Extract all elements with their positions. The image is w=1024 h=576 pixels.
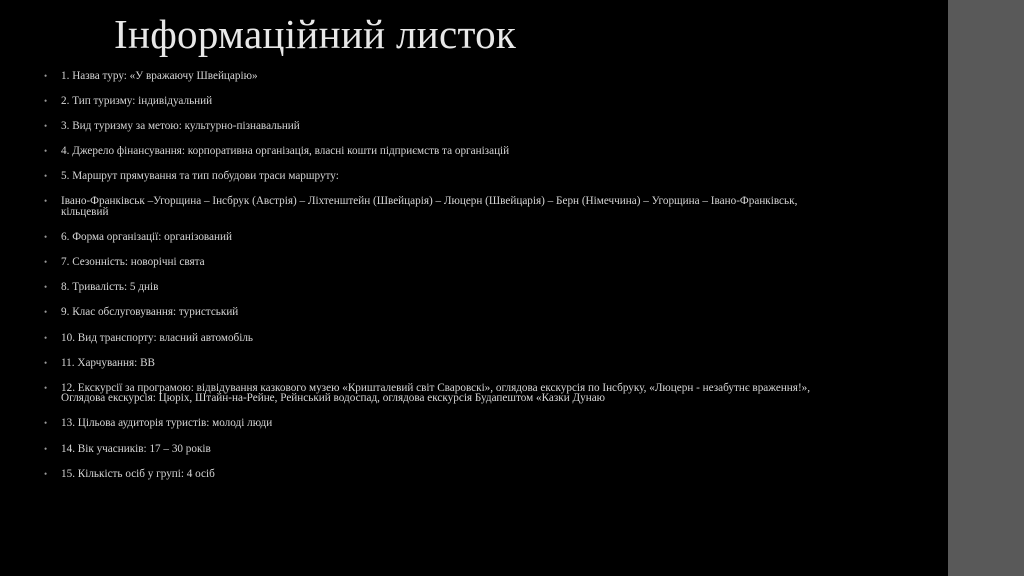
bullet-icon: • (44, 468, 48, 479)
list-item-text: 7. Сезонність: новорічні свята (61, 256, 205, 269)
list-item (44, 282, 824, 293)
list-item-text: 15. Кількість осіб у групі: 4 осіб (61, 467, 215, 480)
list-item-text: 13. Цільова аудиторія туристів: молоді люди (61, 417, 273, 430)
list-item-text: 12. Екскурсії за програмою: відвідування казкового музею «Кришталевий світ Сваровскі», оглядова екскурсія по Інсбруку, «Люцерн - незабутнє враження!», Оглядова екскурсія: Цюріх, Штайн-на-Рейне, Рейнський водоспад, оглядова екскурсія Будапештом «Казки Дунаю (61, 381, 811, 405)
list-item (44, 232, 824, 243)
bullet-icon: • (44, 357, 48, 368)
list-item (44, 418, 824, 429)
slide-title: Інформаційний листок (114, 11, 517, 57)
bullet-icon: • (44, 418, 48, 429)
info-list (44, 71, 824, 494)
list-item-text: 6. Форма організації: організований (61, 231, 232, 244)
bullet-icon: • (44, 282, 48, 293)
list-item-text: 2. Тип туризму: індивідуальний (61, 95, 213, 108)
list-item (44, 307, 824, 318)
list-item (44, 146, 824, 157)
list-item-text: 10. Вид транспорту: власний автомобіль (61, 331, 254, 344)
list-item (44, 333, 824, 344)
list-item-text: 5. Маршрут прямування та тип побудови траси маршруту: (61, 170, 339, 183)
side-panel (948, 0, 1024, 576)
bullet-icon: • (44, 171, 48, 182)
bullet-icon: • (44, 71, 48, 81)
bullet-icon: • (44, 443, 48, 454)
list-item (44, 383, 824, 404)
bullet-icon: • (44, 121, 48, 132)
list-item-text: 1. Назва туру: «У вражаючу Швейцарію» (61, 70, 258, 82)
list-item (44, 358, 824, 369)
list-item (44, 96, 824, 107)
list-item (44, 444, 824, 455)
bullet-icon: • (44, 332, 48, 343)
list-item (44, 71, 824, 82)
list-item-text: 11. Харчування: BB (61, 356, 155, 369)
bullet-icon: • (44, 146, 48, 157)
list-item (44, 257, 824, 268)
bullet-icon: • (44, 232, 48, 243)
bullet-icon: • (44, 307, 48, 318)
list-item (44, 171, 824, 182)
bullet-icon: • (44, 96, 48, 107)
list-item-text: 8. Тривалість: 5 днів (61, 281, 159, 294)
list-item (44, 469, 824, 480)
bullet-icon: • (44, 382, 48, 393)
bullet-icon: • (44, 196, 48, 207)
list-item (44, 121, 824, 132)
list-item-text: 4. Джерело фінансування: корпоративна організація, власні кошти підприємств та організацій (61, 145, 510, 158)
list-item-text: 9. Клас обслуговування: туристський (61, 306, 239, 319)
bullet-icon: • (44, 257, 48, 268)
list-item-text: 3. Вид туризму за метою: культурно-пізнавальний (61, 120, 300, 133)
list-item-text: Івано-Франківськ –Угорщина – Інсбрук (Австрія) – Ліхтенштейн (Швейцарія) – Люцерн (Швейцарія) – Берн (Німеччина) – Угорщина – Івано-Франківськ, кільцевий (61, 195, 798, 219)
list-item (44, 196, 824, 217)
list-item-text: 14. Вік учасників: 17 – 30 років (61, 442, 211, 455)
